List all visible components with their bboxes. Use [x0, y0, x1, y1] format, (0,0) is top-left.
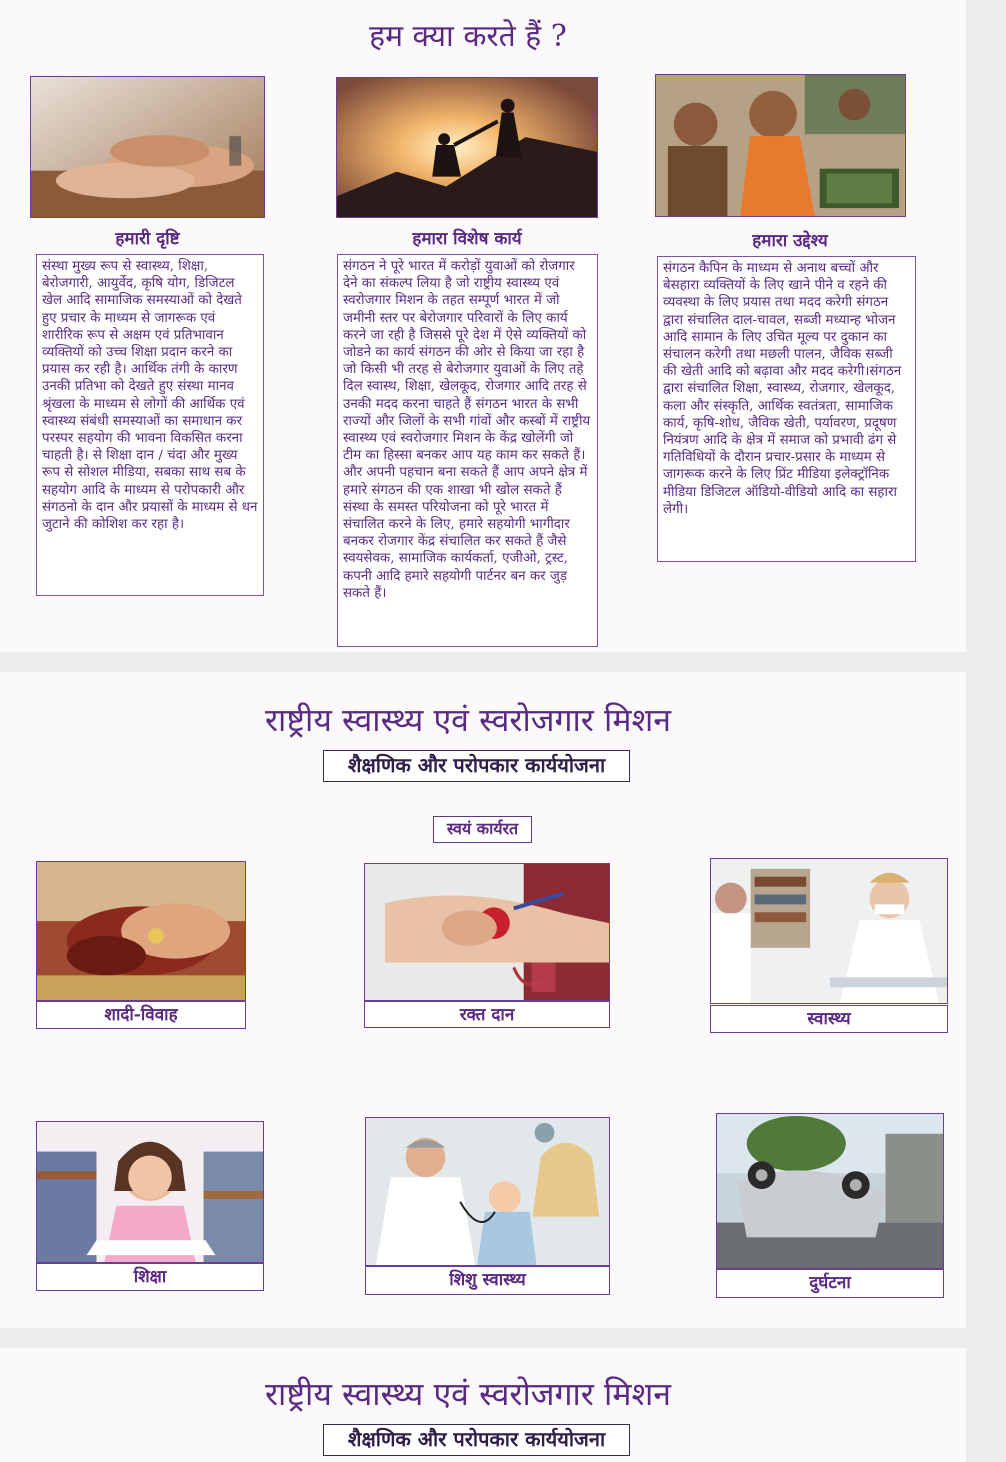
- what-we-do-section: [0, 0, 966, 652]
- child-health-caption: शिशु स्वास्थ्य: [365, 1266, 610, 1295]
- doctor-consultation-image: [710, 858, 948, 1004]
- blood-donation-image: [364, 863, 610, 1001]
- objective-heading: हमारा उद्देश्य: [752, 231, 828, 251]
- girl-reading-image: [36, 1121, 264, 1263]
- self-working-tag: स्वयं कार्यरत: [433, 816, 532, 843]
- mission-section: [0, 672, 966, 1328]
- holding-hands-image: [30, 76, 265, 218]
- children-studying-image: [655, 74, 906, 217]
- objective-text: संगठन कैपिन के माध्यम से अनाथ बच्चों और बेसहारा व्यक्तियों के लिए खाने पीने व रहने की व्यवस्था के लिए प्रयास तथा मदद करेगी संगठन द्वारा संचालित दाल-चावल, सब्जी मध्यान्ह भोजन आदि सामान के लिए उचित मूल्य पर दुकान का संचालन करेगी तथा मछली पालन, जैविक सब्जी की खेती आदि को बढ़ावा और मदद करेगी।संगठन द्वारा संचालित शिक्षा, स्वास्थ्य, रोजगार, खेलकूद, कला और संस्कृति, आर्थिक स्वतंत्रता, सामाजिक कार्य, कृषि-शोध, जैविक खेती, पर्यावरण, प्रदूषण नियंत्रण आदि के क्षेत्र में समाज को प्रभावी ढंग से गतिविधियों के दौरान प्रचार-प्रसार के माध्यम से जागरूक करने के लिए प्रिंट मीडिया इलेक्ट्रॉनिक मीडिया डिजिटल ऑडियो-वीडियो आदि का सहारा लेगी।: [657, 256, 916, 562]
- mission-subtitle: शैक्षणिक और परोपकार कार्ययोजना: [323, 750, 630, 782]
- section-title: हम क्या करते हैं ?: [369, 19, 567, 54]
- car-accident-image: [716, 1113, 944, 1269]
- special-work-text: संगठन ने पूरे भारत में करोड़ों युवाओं को रोजगार देने का संकल्प लिया है जो राष्ट्रीय स्वास्थ्य एवं स्वरोजगार मिशन के तहत सम्पूर्ण भारत में जो जमीनी स्तर पर बेरोजगार परिवारों के लिए कार्य करने जा रही है जिससे पूरे देश में ऐसे व्यक्तियों को जोडने का कार्य संगठन की ओर से किया जा रहा है जो किसी भी तरह से बेरोजगार युवाओं के लिए तहे दिल स्वास्थ, शिक्षा, खेलकूद, रोजगार आदि तरह से उनकी मदद करना चाहते हैं संगठन भारत के सभी राज्यों और जिलों के सभी गांवों और कस्बों में राष्ट्रीय स्वास्थ्य एवं स्वरोजगार मिशन के केंद्र खोलेंगी जो टीम का हिस्सा बनकर आप यह काम कर सकते हैं। और अपनी पहचान बना सकते हैं आप अपने क्षेत्र में हमारे संगठन की एक शाखा भी खोल सकते हैं संस्था के समस्त परियोजना को पूरे भारत में संचालित करने के लिए, हमारे सहयोगी भागीदार बनकर रोजगार केंद्र संचालित कर सकते हैं जैसे स्वयसेवक, सामाजिक कार्यकर्ता, एजीओ, ट्रस्ट, कपनी आदि हमारे सहयोगी पार्टनर बन कर जुड़ सकते हैं।: [337, 254, 598, 647]
- accident-caption: दुर्घटना: [716, 1269, 944, 1298]
- wedding-hands-image: [36, 861, 246, 1001]
- health-caption: स्वास्थ्य: [710, 1005, 948, 1033]
- special-work-heading: हमारा विशेष कार्य: [412, 229, 522, 249]
- mission-section-repeat: [0, 1348, 966, 1462]
- wedding-caption: शादी-विवाह: [36, 1001, 246, 1029]
- baby-checkup-image: [365, 1117, 610, 1266]
- education-caption: शिक्षा: [36, 1263, 264, 1291]
- vision-heading: हमारी दृष्टि: [115, 229, 180, 249]
- vision-text: संस्था मुख्य रूप से स्वास्थ्य, शिक्षा, बेरोजगारी, आयुर्वेद, कृषि योग, डिजिटल खेल आदि सामाजिक समस्याओं को देखते हुए प्रचार के माध्यम से जागरूक एवं शारीरिक रूप से अक्षम एवं प्रतिभावान व्यक्तियों को उच्च शिक्षा प्रदान करने का प्रयास कर रही है। आर्थिक तंगी के कारण उनकी प्रतिभा को देखते हुए संस्था मानव श्रृंखला के माध्यम से लोगों की आर्थिक एवं स्वास्थ्य संबंधी समस्याओं का समाधान कर परस्पर सहयोग की भावना विकसित करना चाहती है। से शिक्षा दान / चंदा और मुख्य रूप से सोशल मीडिया, सबका साथ सब के सहयोग आदि के माध्यम से परोपकारी और संगठनो के दान और प्रयासों के माध्यम से धन जुटाने की कोशिश कर रहा है।: [36, 254, 264, 596]
- mission-title: राष्ट्रीय स्वास्थ्य एवं स्वरोजगार मिशन: [264, 701, 672, 739]
- blood-donation-caption: रक्त दान: [364, 1001, 610, 1028]
- helping-hand-climb-image: [336, 77, 598, 218]
- mission-subtitle-repeat: शैक्षणिक और परोपकार कार्ययोजना: [323, 1424, 630, 1456]
- mission-title-repeat: राष्ट्रीय स्वास्थ्य एवं स्वरोजगार मिशन: [264, 1375, 672, 1413]
